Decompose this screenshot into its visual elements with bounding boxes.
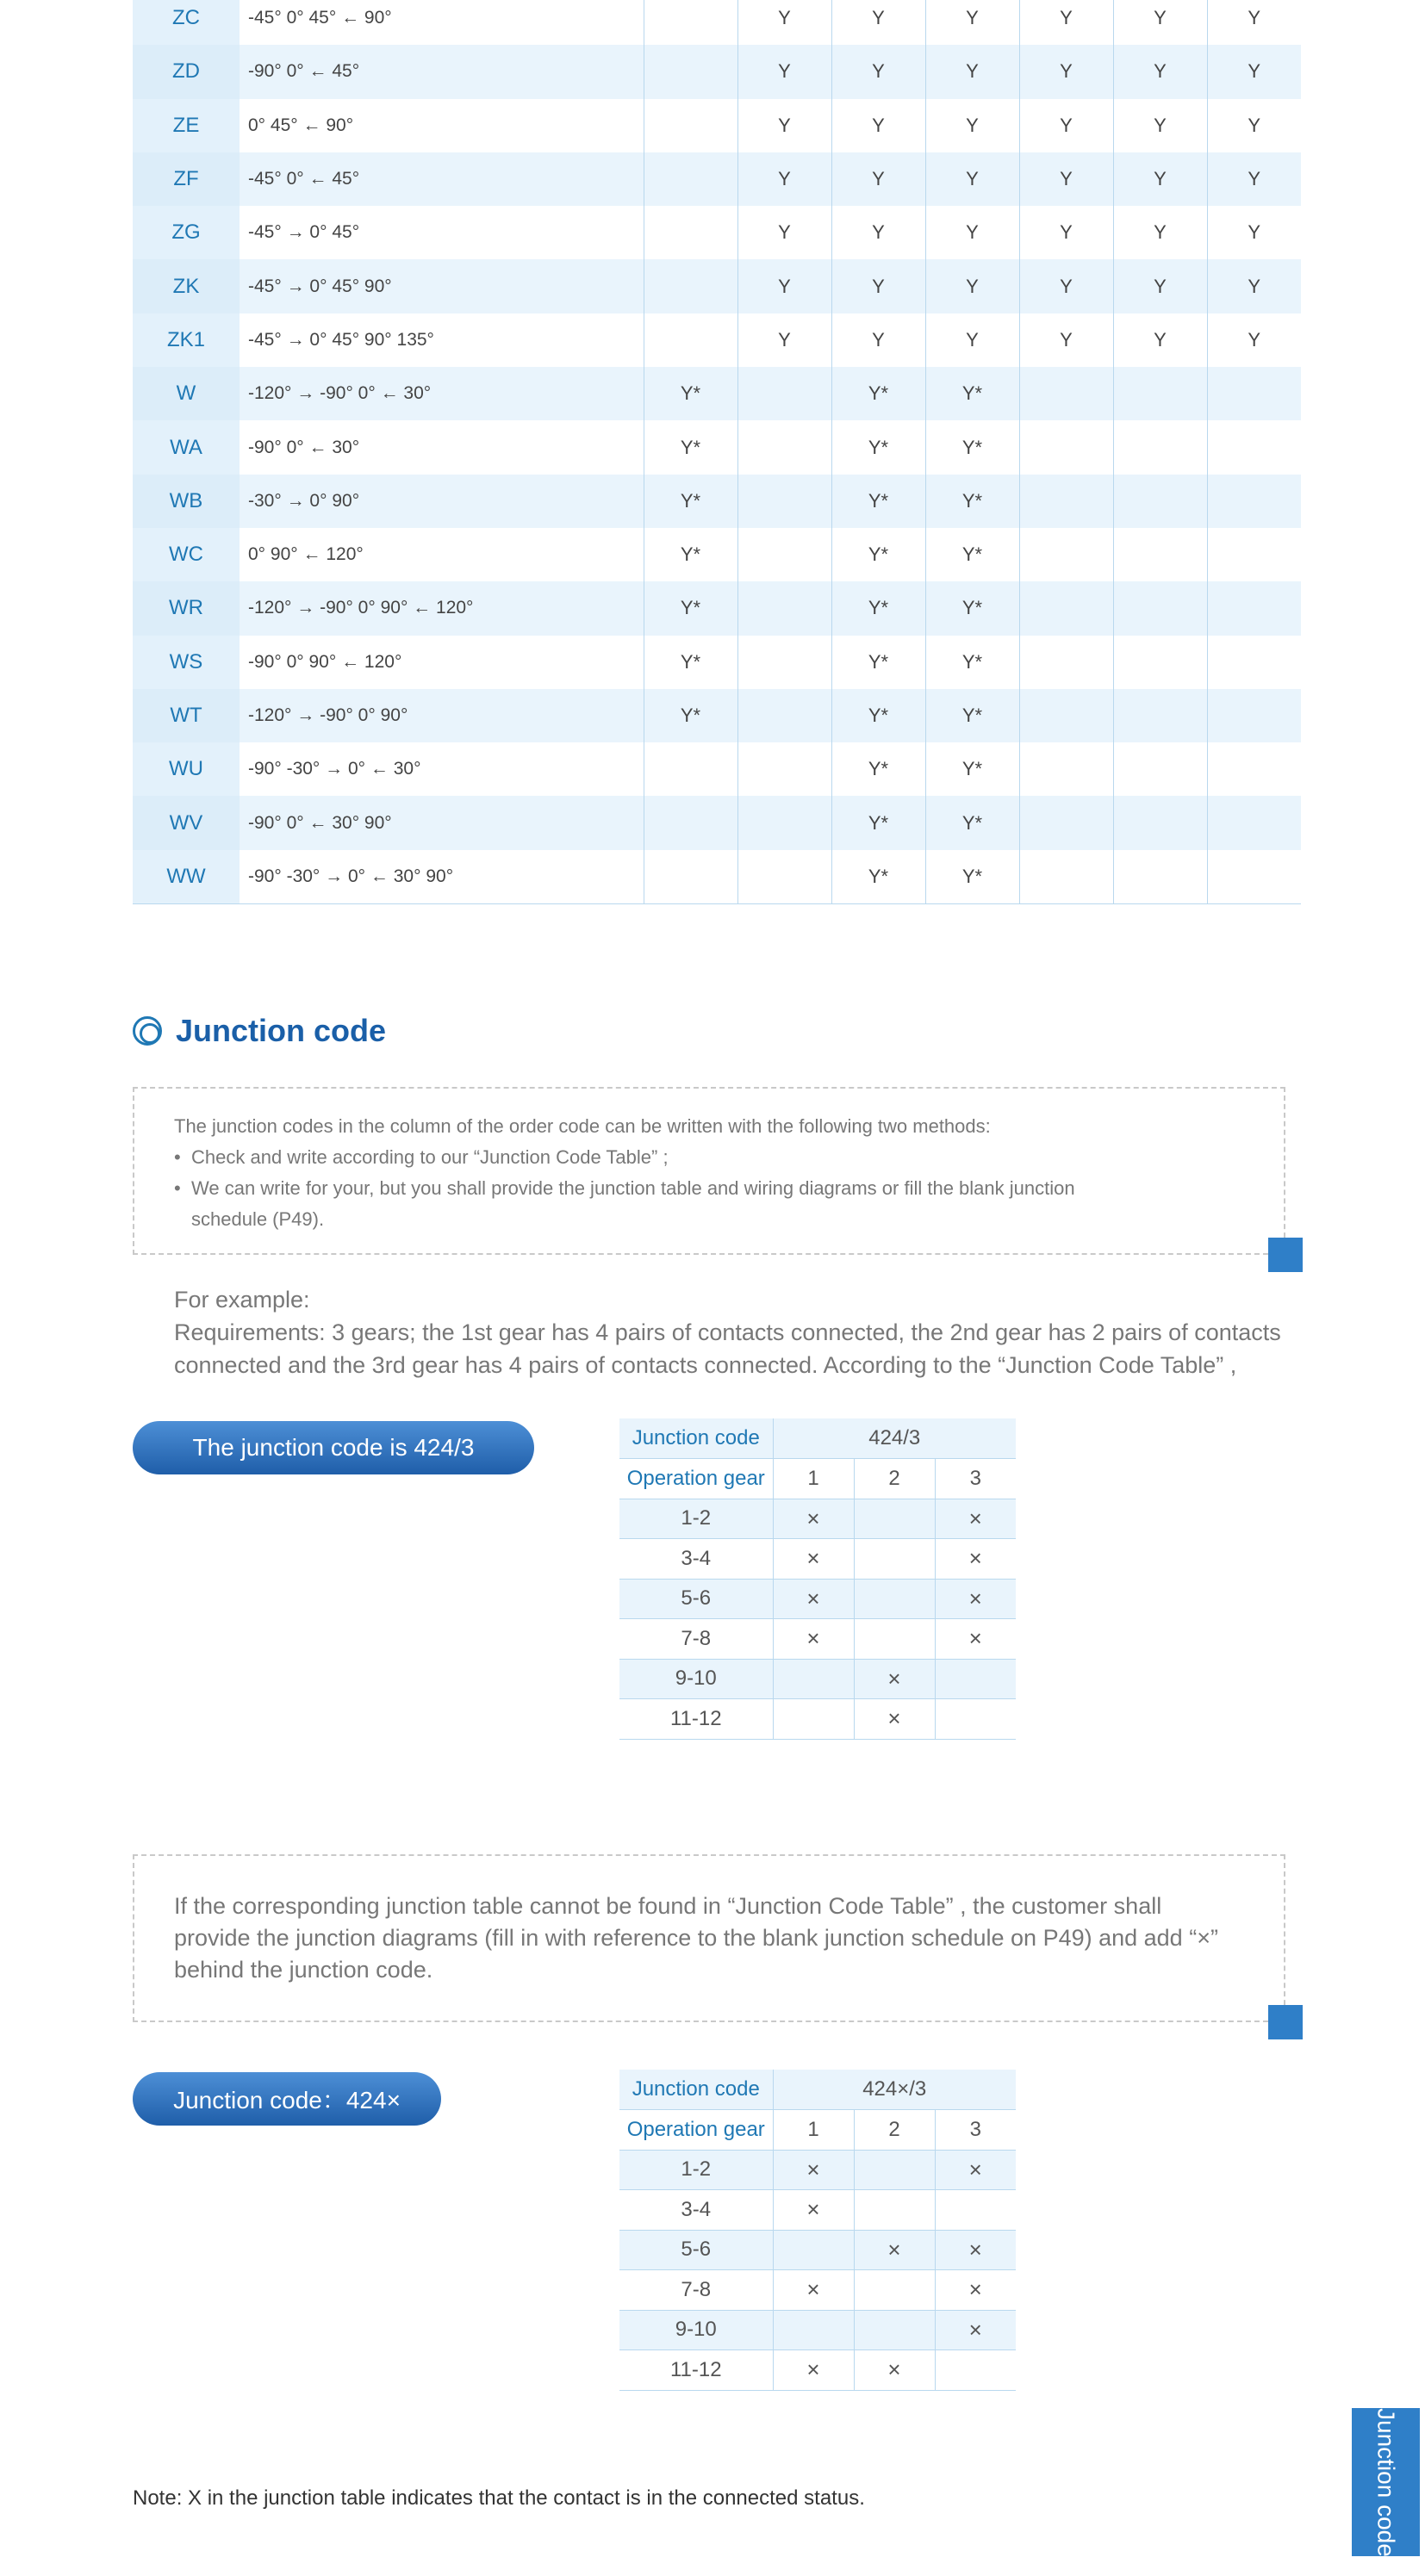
table-row (619, 2270, 1016, 2311)
table-cell: Y (831, 152, 925, 206)
method-text: We can write for your, but you shall provide the junction table and wiring diagrams or fill the blank junction (191, 1177, 1075, 1199)
bullet-icon: • (174, 1146, 181, 1168)
table-cell (1207, 796, 1301, 849)
connection-cell: × (773, 2190, 854, 2231)
table-cell: Y* (644, 475, 737, 528)
table-row (133, 636, 1301, 689)
methods-intro: The junction codes in the column of the order code can be written with the following two methods: (174, 1115, 991, 1137)
table-row (619, 1699, 1016, 1740)
table-cell: Y (831, 99, 925, 152)
table-row (133, 475, 1301, 528)
table-cell (644, 152, 737, 206)
table-cell: Y* (925, 850, 1019, 903)
table-cell: Y (1113, 45, 1207, 98)
position-angles: -90° 0° ← 30° 90° (240, 796, 644, 849)
table-cell: Y (831, 45, 925, 98)
table-row (619, 2230, 1016, 2270)
table-cell: Y (1248, 328, 1261, 351)
table-row (133, 850, 1301, 903)
table-row (619, 1418, 1016, 1459)
table-cell: Y (925, 259, 1019, 313)
table-cell: Y* (831, 796, 925, 849)
table-cell: Y (1019, 259, 1113, 313)
section-heading (133, 1013, 386, 1049)
example-text (174, 1283, 1311, 1381)
connection-cell: × (854, 1659, 935, 1699)
junction-table-custom (619, 2070, 1016, 2391)
table-cell (1207, 850, 1301, 903)
side-tab-label: Junction code (1372, 2407, 1400, 2557)
position-code: ZG (133, 206, 240, 259)
connection-cell (854, 2310, 935, 2350)
table-cell: Y* (925, 367, 1019, 420)
table-cell: Y (1019, 45, 1113, 98)
gear-number: 2 (854, 2110, 935, 2151)
contact-pair: 11-12 (619, 2350, 773, 2391)
table-row (619, 1619, 1016, 1660)
connection-cell (854, 1579, 935, 1619)
table-cell: Y (1113, 313, 1207, 367)
position-code: WU (133, 742, 240, 796)
table-cell (644, 742, 737, 796)
connection-cell (854, 1619, 935, 1660)
table-cell: Y* (831, 420, 925, 474)
gear-number: 1 (773, 1459, 854, 1499)
table-cell: Y (737, 259, 831, 313)
connection-cell (773, 2230, 854, 2270)
junction-code-pill: The junction code is 424/3 (133, 1421, 534, 1474)
connection-cell: × (935, 1499, 1016, 1539)
table-row (133, 313, 1301, 367)
table-cell: Y* (925, 528, 1019, 581)
table-cell: Y* (925, 689, 1019, 742)
position-angles: -45° 0° 45° ← 90° (240, 0, 644, 45)
table-cell: Y (831, 0, 925, 45)
table-cell: Y (831, 313, 925, 367)
table-cell (1019, 850, 1113, 903)
table-cell: Y* (831, 581, 925, 635)
table-cell (737, 475, 831, 528)
position-code: WW (133, 850, 240, 903)
table-cell: Y (1019, 0, 1113, 45)
table-cell: Y* (925, 581, 1019, 635)
connection-cell (773, 1699, 854, 1740)
connection-cell: × (773, 2350, 854, 2391)
gear-number: 3 (935, 1459, 1016, 1499)
junction-code-pill: Junction code：424× (133, 2072, 441, 2126)
side-tab-junction-code[interactable] (1352, 2408, 1420, 2556)
methods-box (133, 1087, 1285, 1255)
table-row (133, 152, 1301, 206)
table-cell (737, 581, 831, 635)
table-row (619, 2150, 1016, 2190)
table-row (133, 581, 1301, 635)
position-code: W (133, 367, 240, 420)
contact-pair: 5-6 (619, 1579, 773, 1619)
table-cell (737, 850, 831, 903)
position-angles: -120° → -90° 0° 90° ← 120° (240, 581, 644, 635)
table-cell: Y* (925, 636, 1019, 689)
table-cell: Y (1113, 99, 1207, 152)
footnote: Note: X in the junction table indicates that the contact is in the connected status. (133, 2486, 865, 2510)
position-angles: -90° -30° → 0° ← 30° (240, 742, 644, 796)
target-circle-icon (133, 1016, 162, 1046)
table-cell: Y* (831, 475, 925, 528)
table-cell (1019, 796, 1113, 849)
connection-cell (773, 1659, 854, 1699)
position-angles: -45° → 0° 45° 90° (240, 259, 644, 313)
bullet-icon: • (174, 1177, 181, 1199)
connection-cell: × (854, 2350, 935, 2391)
table-cell: Y* (831, 850, 925, 903)
table-cell (644, 99, 737, 152)
position-angles: -45° → 0° 45° 90° 135° (240, 313, 644, 367)
table-cell (1019, 636, 1113, 689)
table-cell: Y (737, 152, 831, 206)
contact-pair: 9-10 (619, 1659, 773, 1699)
corner-square-icon (1268, 1238, 1303, 1272)
connection-cell (854, 2150, 935, 2190)
table-row (619, 2110, 1016, 2151)
table-row (619, 1659, 1016, 1699)
table-row (133, 742, 1301, 796)
connection-cell: × (935, 2270, 1016, 2311)
method-item (174, 1173, 1244, 1204)
position-code: WB (133, 475, 240, 528)
connection-cell: × (773, 2150, 854, 2190)
table-cell (1207, 581, 1301, 635)
table-row (619, 1539, 1016, 1580)
table-cell: Y* (831, 367, 925, 420)
table-cell: Y* (831, 528, 925, 581)
table-cell (1207, 367, 1301, 420)
example-line: Requirements: 3 gears; the 1st gear has 4 pairs of contacts connected, the 2nd gear has 2 pairs of contacts (174, 1319, 1281, 1345)
table-cell: Y (925, 45, 1019, 98)
operation-gear-label: Operation gear (619, 1459, 773, 1499)
table-row (133, 367, 1301, 420)
table-cell (1019, 420, 1113, 474)
table-cell (1019, 581, 1113, 635)
table-cell (1207, 742, 1301, 796)
connection-cell (854, 2190, 935, 2231)
table-cell: Y* (644, 528, 737, 581)
position-angles: -30° → 0° 90° (240, 475, 644, 528)
table-row (619, 2350, 1016, 2391)
table-cell: Y (1019, 99, 1113, 152)
table-cell (1019, 528, 1113, 581)
connection-cell (935, 1659, 1016, 1699)
table-cell (1207, 636, 1301, 689)
table-cell: Y (1019, 313, 1113, 367)
connection-cell: × (935, 2150, 1016, 2190)
table-cell (1113, 850, 1207, 903)
table-row (133, 528, 1301, 581)
gear-number: 3 (935, 2110, 1016, 2151)
connection-cell (935, 1699, 1016, 1740)
table-cell (1113, 367, 1207, 420)
position-angles: -120° → -90° 0° 90° (240, 689, 644, 742)
table-cell: Y (1113, 206, 1207, 259)
position-code: ZE (133, 99, 240, 152)
method-text-continued: schedule (P49). (191, 1208, 325, 1230)
table-cell (644, 45, 737, 98)
position-code: WV (133, 796, 240, 849)
table-cell: Y (831, 206, 925, 259)
table-cell: Y (737, 0, 831, 45)
connection-cell: × (773, 1619, 854, 1660)
table-row (619, 2070, 1016, 2110)
table-cell (1019, 367, 1113, 420)
table-cell (737, 420, 831, 474)
junction-code-label: Junction code (619, 2070, 773, 2110)
junction-code-value: 424×/3 (773, 2070, 1016, 2110)
table-cell (1019, 742, 1113, 796)
connection-cell: × (854, 1699, 935, 1740)
table-cell (644, 796, 737, 849)
connection-cell: × (773, 1499, 854, 1539)
table-cell: Y (1207, 259, 1301, 313)
connection-cell (935, 2190, 1016, 2231)
table-cell: Y (925, 152, 1019, 206)
table-row (619, 1499, 1016, 1539)
connection-cell: × (935, 2310, 1016, 2350)
connection-cell: × (854, 2230, 935, 2270)
table-cell: Y* (831, 636, 925, 689)
connection-cell (773, 2310, 854, 2350)
table-row (133, 420, 1301, 474)
table-cell (1207, 420, 1301, 474)
table-cell (737, 796, 831, 849)
contact-pair: 3-4 (619, 1539, 773, 1580)
example-line: connected and the 3rd gear has 4 pairs of contacts connected. According to the “Junction Code Table” , (174, 1352, 1237, 1378)
table-cell (644, 313, 737, 367)
table-cell: Y (1113, 0, 1207, 45)
table-cell (644, 206, 737, 259)
custom-junction-box (133, 1854, 1285, 2022)
corner-square-icon (1268, 2005, 1303, 2039)
table-cell: Y* (644, 420, 737, 474)
table-cell: Y (925, 99, 1019, 152)
table-cell (1113, 475, 1207, 528)
table-cell (1113, 742, 1207, 796)
table-cell: Y (737, 206, 831, 259)
method-item (174, 1142, 1244, 1173)
position-angles: -90° 0° ← 30° (240, 420, 644, 474)
table-row (133, 259, 1301, 313)
table-cell: Y (737, 45, 831, 98)
position-code: WA (133, 420, 240, 474)
position-code: ZD (133, 45, 240, 98)
table-cell (737, 636, 831, 689)
table-cell (1019, 475, 1113, 528)
table-cell: Y* (644, 367, 737, 420)
table-cell (1207, 475, 1301, 528)
table-cell: Y (1019, 206, 1113, 259)
contact-pair: 7-8 (619, 2270, 773, 2311)
table-cell (1113, 796, 1207, 849)
connection-cell: × (773, 1539, 854, 1580)
position-code: ZK1 (133, 313, 240, 367)
position-code: ZC (133, 0, 240, 45)
table-cell (1113, 581, 1207, 635)
table-row (619, 1579, 1016, 1619)
connection-cell (854, 2270, 935, 2311)
table-row (619, 2190, 1016, 2231)
junction-code-value: 424/3 (773, 1418, 1016, 1459)
connection-cell (854, 1539, 935, 1580)
position-angles: -90° 0° 90° ← 120° (240, 636, 644, 689)
table-cell: Y* (644, 636, 737, 689)
table-cell: Y (831, 259, 925, 313)
table-cell: Y* (831, 742, 925, 796)
table-cell: Y (737, 99, 831, 152)
position-angles: -90° 0° ← 45° (240, 45, 644, 98)
position-code: WT (133, 689, 240, 742)
custom-line: provide the junction diagrams (fill in with reference to the blank junction schedule on P49) and add “×” (174, 1925, 1218, 1951)
table-cell: Y (925, 0, 1019, 45)
operation-gear-label: Operation gear (619, 2110, 773, 2151)
table-row (133, 99, 1301, 152)
table-cell: Y (1019, 152, 1113, 206)
table-cell: Y* (831, 689, 925, 742)
section-title: Junction code (176, 1013, 387, 1048)
table-cell: Y* (925, 742, 1019, 796)
custom-line: If the corresponding junction table cannot be found in “Junction Code Table” , the customer shall (174, 1893, 1162, 1919)
position-code: WS (133, 636, 240, 689)
junction-table-example (619, 1418, 1016, 1740)
contact-pair: 5-6 (619, 2230, 773, 2270)
connection-cell: × (935, 1579, 1016, 1619)
table-row (133, 45, 1301, 98)
connection-cell: × (773, 1579, 854, 1619)
table-cell (1207, 689, 1301, 742)
gear-number: 2 (854, 1459, 935, 1499)
table-cell (644, 850, 737, 903)
position-code: WR (133, 581, 240, 635)
position-code: ZK (133, 259, 240, 313)
junction-code-label: Junction code (619, 1418, 773, 1459)
table-cell: Y* (644, 581, 737, 635)
contact-pair: 9-10 (619, 2310, 773, 2350)
connection-cell: × (935, 1539, 1016, 1580)
position-code: ZF (133, 152, 240, 206)
table-cell: Y (1113, 152, 1207, 206)
connection-cell: × (935, 1619, 1016, 1660)
position-angles: -120° → -90° 0° ← 30° (240, 367, 644, 420)
position-angles: 0° 90° ← 120° (240, 528, 644, 581)
table-cell: Y (925, 206, 1019, 259)
table-row (619, 2310, 1016, 2350)
table-cell: Y* (925, 420, 1019, 474)
table-cell (1113, 420, 1207, 474)
table-cell (1207, 528, 1301, 581)
table-row (133, 206, 1301, 259)
position-angles: -45° → 0° 45° (240, 206, 644, 259)
table-cell (737, 367, 831, 420)
table-cell: Y (737, 313, 831, 367)
table-cell (737, 528, 831, 581)
table-cell (1113, 636, 1207, 689)
table-cell: Y (1248, 7, 1261, 29)
contact-pair: 3-4 (619, 2190, 773, 2231)
connection-cell (854, 1499, 935, 1539)
table-cell (1019, 689, 1113, 742)
position-code: WC (133, 528, 240, 581)
switch-position-table (133, 0, 1301, 904)
table-row (619, 1459, 1016, 1499)
table-cell (1113, 528, 1207, 581)
table-cell: Y (1207, 152, 1301, 206)
position-angles: -90° -30° → 0° ← 30° 90° (240, 850, 644, 903)
contact-pair: 11-12 (619, 1699, 773, 1740)
connection-cell (935, 2350, 1016, 2391)
table-cell: Y (1207, 45, 1301, 98)
table-cell: Y* (925, 796, 1019, 849)
table-cell (1113, 689, 1207, 742)
table-cell (737, 742, 831, 796)
table-cell (644, 0, 737, 45)
custom-line: behind the junction code. (174, 1957, 433, 1983)
table-row (133, 0, 1301, 45)
table-cell: Y (925, 313, 1019, 367)
contact-pair: 1-2 (619, 1499, 773, 1539)
contact-pair: 1-2 (619, 2150, 773, 2190)
table-cell: Y* (925, 475, 1019, 528)
method-text: Check and write according to our “Junction Code Table” ; (191, 1146, 669, 1168)
gear-number: 1 (773, 2110, 854, 2151)
table-cell: Y (1248, 221, 1261, 244)
position-angles: -45° 0° ← 45° (240, 152, 644, 206)
position-angles: 0° 45° ← 90° (240, 99, 644, 152)
example-label: For example: (174, 1287, 310, 1313)
contact-pair: 7-8 (619, 1619, 773, 1660)
connection-cell: × (773, 2270, 854, 2311)
table-cell: Y (1113, 259, 1207, 313)
connection-cell: × (935, 2230, 1016, 2270)
table-cell: Y (1248, 114, 1261, 136)
table-cell (644, 259, 737, 313)
table-cell (737, 689, 831, 742)
table-row (133, 689, 1301, 742)
table-cell: Y* (644, 689, 737, 742)
table-row (133, 796, 1301, 849)
